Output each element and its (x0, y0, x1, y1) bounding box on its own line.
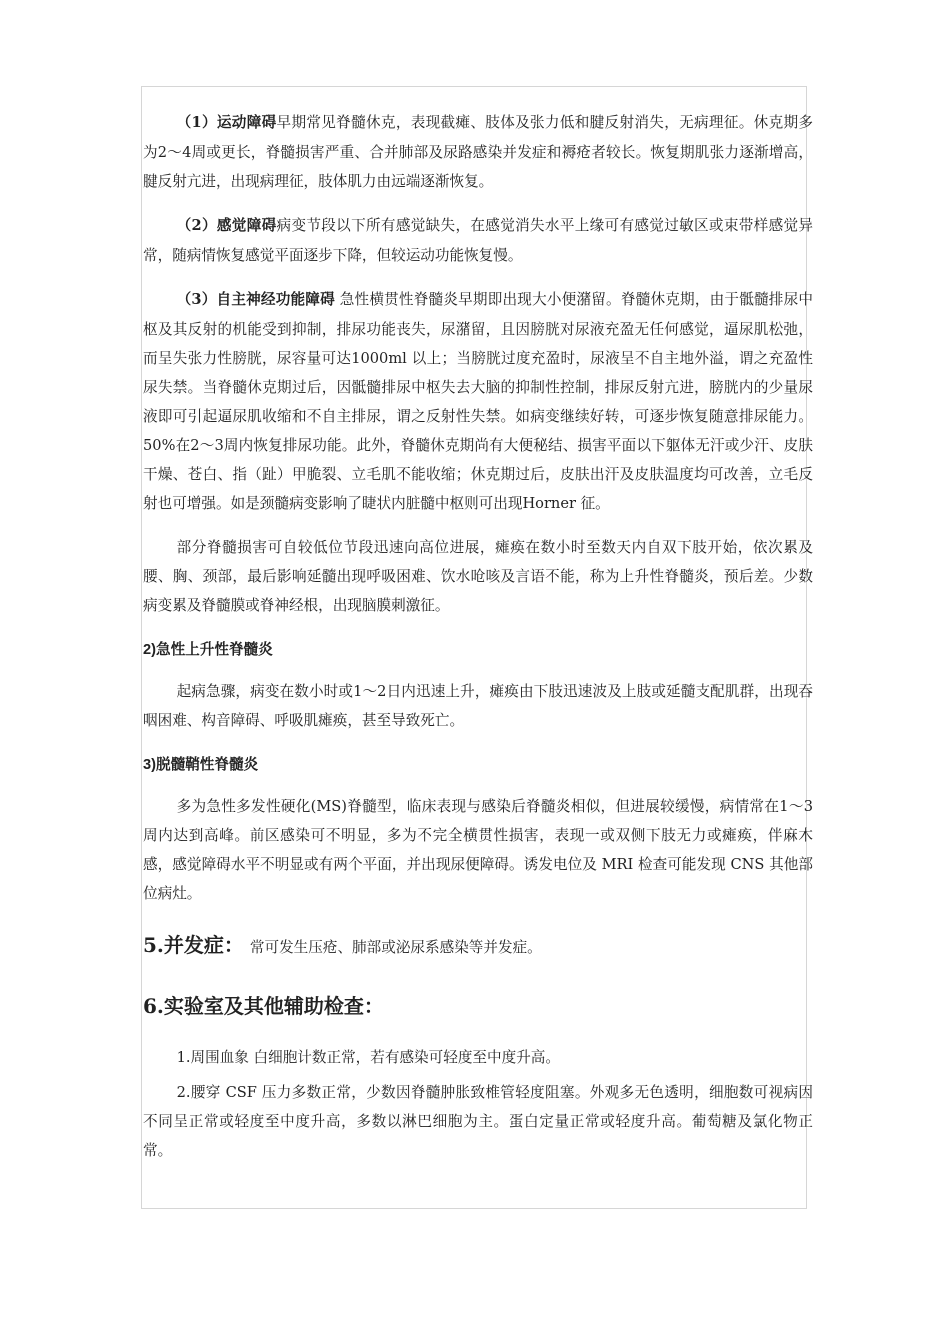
paragraph-text: 急性横贯性脊髓炎早期即出现大小便潴留。脊髓休克期，由于骶髓排尿中枢及其反射的机能受到抑制，排尿功能丧失，尿潴留，且因膀胱对尿液充盈无任何感觉，逼尿肌松弛，而呈失张力性膀胱，尿容量可达1000ml 以上；当膀胱过度充盈时，尿液呈不自主地外溢，谓之充盈性尿失禁。当脊髓休克期过后，因骶髓排尿中枢失去大脑的抑制性控制，排尿反射亢进，膀胱内的少量尿液即可引起逼尿肌收缩和不自主排尿，谓之反射性失禁。如病变继续好转，可逐步恢复随意排尿能力。 50%在2～3周内恢复排尿功能。此外，脊髓休克期尚有大便秘结、损害平面以下躯体无汗或少汗、皮肤干燥、苍白、指（趾）甲脆裂、立毛肌不能收缩；休克期过后，皮肤出汗及皮肤温度均可改善，立毛反射也可增强。如是颈髓病变影响了睫状内脏髓中枢则可出现Horner 征。 (143, 291, 813, 512)
subheading-acute-ascending: 2)急性上升性脊髓炎 (143, 642, 273, 658)
section-complications (143, 928, 813, 965)
paragraph-number: （3） (176, 291, 217, 308)
paragraph-text: 早期常见脊髓休克，表现截瘫、肢体及张力低和腱反射消失，无病理征。休克期多为2～4周或更长，脊髓损害严重、合并肺部及尿路感染并发症和褥疮者较长。恢复期肌张力逐渐增高，腱反射亢进，出现病理征，肢体肌力由远端逐渐恢复。 (143, 114, 813, 190)
paragraph-heading: 感觉障碍 (216, 218, 277, 234)
section-text: 常可发生压疮、肺部或泌尿系感染等并发症。 (249, 939, 542, 956)
paragraph-text: 病变节段以下所有感觉缺失，在感觉消失水平上缘可有感觉过敏区或束带样感觉异常，随病情恢复感觉平面逐步下降，但较运动功能恢复慢。 (143, 217, 813, 264)
lab-item-blood: 1.周围血象 白细胞计数正常，若有感染可轻度至中度升高。 (176, 1049, 560, 1066)
section-lab-exams-title: 6.实验室及其他辅助检查： (143, 994, 384, 1018)
paragraph-ascending-progression: 部分脊髓损害可自较低位节段迅速向高位进展，瘫痪在数小时至数天内自双下肢开始，依次累及腰、胸、颈部，最后影响延髓出现呼吸困难、饮水呛咳及言语不能，称为上升性脊髓炎，预后差。少数病变累及脊髓膜或脊神经根，出现脑膜刺激征。 (143, 539, 813, 614)
section-title: 5.并发症： (143, 933, 244, 957)
paragraph-number: （2） (176, 217, 217, 234)
lab-item-csf: 2.腰穿 CSF 压力多数正常，少数因脊髓肿胀致椎管轻度阻塞。外观多无色透明，细胞数可视病因不同呈正常或轻度至中度升高，多数以淋巴细胞为主。蛋白定量正常或轻度升高。葡萄糖及氯化物正常。 (143, 1084, 813, 1159)
paragraph-motor-disorder (143, 108, 813, 196)
paragraph-demyelinating: 多为急性多发性硬化(MS)脊髓型，临床表现与感染后脊髓炎相似，但进展较缓慢，病情常在1～3周内达到高峰。前区感染可不明显，多为不完全横贯性损害，表现一或双侧下肢无力或瘫痪，伴麻木感，感觉障碍水平不明显或有两个平面，并出现尿便障碍。诱发电位及 MRI 检查可能发现 CNS 其他部位病灶。 (143, 798, 813, 902)
paragraph-acute-ascending: 起病急骤，病变在数小时或1～2日内迅速上升，瘫痪由下肢迅速波及上肢或延髓支配肌群，出现吞咽困难、构音障碍、呼吸肌瘫痪，甚至导致死亡。 (143, 683, 813, 729)
subheading-demyelinating: 3)脱髓鞘性脊髓炎 (143, 757, 259, 773)
paragraph-number: （1） (176, 114, 217, 131)
paragraph-sensory-disorder (143, 211, 813, 270)
paragraph-autonomic-disorder (143, 285, 813, 518)
document-body (143, 108, 813, 1165)
paragraph-heading: 运动障碍 (216, 115, 277, 131)
paragraph-heading: 自主神经功能障碍 (216, 292, 335, 308)
